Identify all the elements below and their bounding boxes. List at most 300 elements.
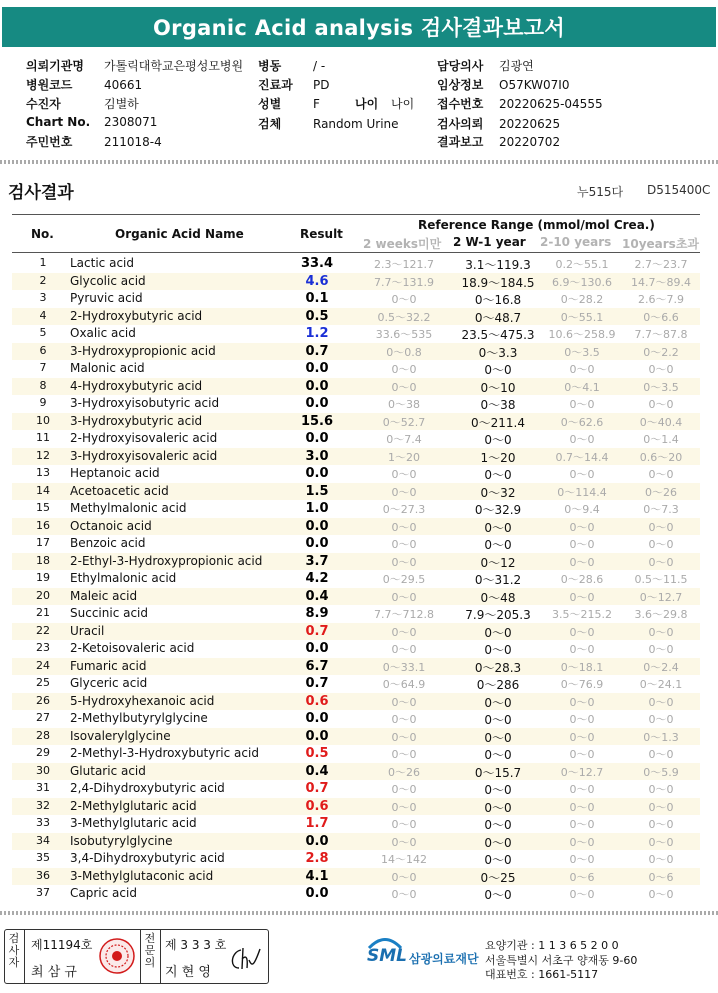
ref-range-2w-1y: 0～0	[484, 538, 512, 552]
acid-name: Isovalerylglycine	[70, 728, 171, 743]
result-value: 0.4	[305, 588, 329, 604]
acid-name: Malonic acid	[70, 361, 145, 375]
acid-name: Pyruvic acid	[70, 291, 143, 305]
col-header-age-4: 10years초과	[622, 237, 700, 251]
result-value: 0.0	[305, 431, 329, 446]
ref-range-10y-plus: 0～0	[648, 398, 674, 411]
ref-range-2w-1y: 0～32.9	[474, 503, 522, 517]
ref-range-2weeks: 33.6～535	[375, 328, 433, 341]
row-number: 20	[36, 588, 50, 602]
table-row	[12, 868, 700, 886]
ref-range-2weeks: 0～0.8	[386, 345, 422, 359]
ward-value: / -	[313, 59, 326, 73]
ref-range-2w-1y: 0～16.8	[474, 293, 522, 307]
acid-name: Isobutyrylglycine	[70, 833, 173, 848]
acid-name: Fumaric acid	[70, 658, 147, 673]
row-number: 21	[36, 606, 50, 619]
ref-range-10y-plus: 0～0	[648, 748, 674, 761]
row-number: 3	[39, 291, 47, 304]
tester-label: 검사자	[8, 932, 20, 969]
acid-name: 2-Methyl-3-Hydroxybutyric acid	[70, 746, 259, 760]
info-doctor	[437, 57, 534, 74]
ref-range-2w-1y: 0～10	[480, 380, 516, 395]
ref-range-2-10y: 0～0	[569, 643, 595, 656]
hospital-code-value: 40661	[104, 78, 143, 92]
table-header-bottom-line	[12, 252, 700, 253]
acid-name: Oxalic acid	[70, 326, 136, 340]
phone: 대표번호 : 1661-5117	[485, 968, 599, 981]
row-number: 5	[39, 326, 47, 339]
result-value: 0.0	[305, 361, 329, 376]
ref-range-2weeks: 0～0	[391, 888, 417, 901]
ref-range-2w-1y: 0～15.7	[474, 765, 522, 780]
ref-range-10y-plus: 0～7.3	[643, 503, 679, 516]
row-number: 15	[36, 501, 50, 514]
acid-name: Ethylmalonic acid	[70, 571, 177, 585]
ref-range-2w-1y: 0～0	[484, 695, 512, 710]
sign-divider-3	[160, 930, 161, 983]
ref-range-2weeks: 0～0	[391, 695, 417, 709]
acid-name: Glyceric acid	[70, 676, 148, 690]
ref-range-2-10y: 0～62.6	[560, 415, 604, 429]
acid-name: Glycolic acid	[70, 273, 146, 288]
ref-range-2-10y: 0～0	[569, 783, 595, 796]
row-number: 17	[36, 536, 50, 549]
table-row	[12, 815, 700, 833]
result-value: 6.7	[305, 658, 329, 674]
info-report	[437, 133, 560, 150]
ref-range-2-10y: 0～0	[569, 363, 595, 376]
recipient-value: 김별하	[104, 97, 139, 111]
acid-name: 2,4-Dihydroxybutyric acid	[70, 781, 225, 795]
ref-range-10y-plus: 0～0	[648, 853, 674, 866]
ref-range-10y-plus: 0～5.9	[643, 765, 679, 779]
ref-range-10y-plus: 0～40.4	[639, 415, 683, 429]
hospital-code-label: 병원코드	[26, 78, 73, 92]
ref-range-2weeks: 0～27.3	[382, 503, 426, 516]
report-value: 20220702	[499, 135, 561, 149]
table-row	[12, 273, 700, 291]
ref-range-2w-1y: 0～0	[484, 433, 512, 447]
results-table	[12, 255, 700, 903]
ref-range-2weeks: 0～0	[391, 380, 417, 394]
result-value: 0.7	[305, 676, 329, 691]
acid-name: 2-Ketoisovaleric acid	[70, 641, 195, 655]
institution-number: 요양기관 : 1 1 3 6 5 2 0 0	[485, 939, 619, 952]
table-row	[12, 833, 700, 851]
table-row	[12, 500, 700, 518]
result-value: 0.0	[305, 833, 329, 849]
result-value: 15.6	[300, 413, 334, 429]
acid-name: Uracil	[70, 623, 105, 638]
ref-range-2w-1y: 0～286	[476, 678, 520, 692]
ref-range-2w-1y: 0～0	[484, 468, 512, 482]
ref-range-10y-plus: 0～1.3	[643, 730, 679, 744]
acid-name: 2-Methylglutaric acid	[70, 798, 197, 813]
table-row	[12, 623, 700, 641]
info-sex	[258, 95, 414, 112]
table-header-top-line	[12, 214, 700, 215]
ref-range-2-10y: 3.5～215.2	[552, 608, 612, 621]
info-hospital-code	[26, 76, 142, 93]
ref-range-2weeks: 7.7～712.8	[374, 608, 434, 621]
ref-range-2w-1y: 0～0	[484, 835, 512, 850]
ref-range-10y-plus: 0～0	[648, 555, 674, 569]
result-value: 4.1	[305, 868, 329, 884]
clinical-value: O57KW07I0	[499, 78, 570, 92]
ref-range-2w-1y: 23.5～475.3	[461, 328, 535, 342]
row-number: 34	[36, 833, 50, 847]
row-number: 35	[36, 851, 50, 864]
doctor-value: 김광연	[499, 59, 534, 73]
result-value: 0.0	[305, 711, 329, 726]
info-specimen	[258, 115, 399, 132]
ref-range-2weeks: 1～20	[388, 450, 420, 464]
acid-name: Maleic acid	[70, 588, 138, 603]
request-value: 20220625	[499, 117, 561, 131]
ref-range-2-10y: 6.9～130.6	[552, 275, 612, 289]
receipt-label: 접수번호	[437, 97, 484, 111]
ref-range-2w-1y: 3.1～119.3	[465, 258, 531, 272]
ref-range-2weeks: 0～0	[391, 748, 417, 761]
info-receipt	[437, 95, 603, 112]
col-header-age-2: 2 W-1 year	[453, 235, 526, 249]
receipt-value: 20220625-04555	[499, 97, 603, 111]
ref-range-2w-1y: 0～48	[480, 590, 516, 605]
result-value: 1.5	[305, 483, 329, 499]
sign-divider-2	[140, 930, 141, 983]
ref-range-10y-plus: 0～0	[648, 538, 674, 551]
table-row	[12, 675, 700, 693]
ref-range-2w-1y: 0～3.3	[478, 345, 518, 360]
ref-range-10y-plus: 0～0	[648, 783, 674, 796]
ward-label: 병동	[258, 59, 282, 73]
ref-range-2-10y: 0～0	[569, 538, 595, 551]
ref-range-2-10y: 0～0	[569, 835, 595, 849]
id-value: 211018-4	[104, 135, 162, 149]
table-row	[12, 745, 700, 763]
specimen-value: Random Urine	[313, 117, 399, 131]
request-label: 검사의뢰	[437, 117, 484, 131]
table-row	[12, 343, 700, 361]
ref-range-2weeks: 0～0	[391, 783, 417, 796]
ref-range-10y-plus: 2.6～7.9	[638, 293, 684, 306]
ref-range-10y-plus: 0～1.4	[643, 433, 679, 446]
result-value: 0.0	[305, 466, 329, 481]
ref-range-2weeks: 0～33.1	[382, 660, 426, 674]
ref-range-2weeks: 0～0	[391, 468, 417, 481]
chart-label: Chart No.	[26, 115, 91, 129]
ref-range-2weeks: 0～0	[391, 293, 417, 306]
ref-range-2weeks: 14～142	[381, 853, 427, 866]
ref-range-2-10y: 0～0	[569, 468, 595, 481]
ref-range-2weeks: 0～0	[391, 730, 417, 744]
ref-range-2-10y: 0～0	[569, 398, 595, 411]
result-value: 3.0	[305, 448, 329, 464]
ref-range-2w-1y: 18.9～184.5	[461, 275, 535, 290]
ref-range-2weeks: 0～0	[391, 538, 417, 551]
ref-range-10y-plus: 0～3.5	[643, 380, 679, 394]
report-title: Organic Acid analysis 검사결과보고서	[2, 7, 716, 47]
ref-range-2-10y: 0～0	[569, 625, 595, 639]
ref-range-2w-1y: 0～0	[484, 713, 512, 727]
acid-name: 2-Methylbutyrylglycine	[70, 711, 208, 725]
ref-range-2weeks: 0～0	[391, 818, 417, 831]
ref-range-10y-plus: 0～0	[648, 695, 674, 709]
recipient-label: 수진자	[26, 97, 61, 111]
result-value: 0.0	[305, 518, 329, 534]
result-value: 0.1	[305, 291, 329, 306]
ref-range-10y-plus: 0～24.1	[639, 678, 683, 691]
ref-range-10y-plus: 0～2.2	[643, 345, 679, 359]
foundation-name: 삼광의료재단	[409, 952, 479, 966]
ref-range-2-10y: 0.2～55.1	[555, 258, 609, 271]
ref-range-2w-1y: 0～25	[480, 870, 516, 885]
row-number: 10	[36, 413, 50, 427]
ref-range-10y-plus: 0～6	[648, 870, 674, 884]
table-row	[12, 255, 700, 273]
ref-range-2w-1y: 0～0	[484, 783, 512, 797]
table-row	[12, 308, 700, 326]
table-row	[12, 360, 700, 378]
ref-range-2weeks: 0～52.7	[382, 415, 426, 429]
ref-range-2-10y: 0～0	[569, 713, 595, 726]
acid-name: 2-Hydroxyisovaleric acid	[70, 431, 218, 445]
ref-range-2-10y: 0～0	[569, 888, 595, 901]
result-value: 0.0	[305, 536, 329, 551]
result-value: 8.9	[305, 606, 329, 621]
acid-name: 3-Hydroxypropionic acid	[70, 343, 216, 358]
ref-range-10y-plus: 0～0	[648, 818, 674, 831]
table-row	[12, 378, 700, 396]
row-number: 29	[36, 746, 50, 759]
chart-value: 2308071	[104, 115, 158, 129]
ref-range-2weeks: 7.7～131.9	[374, 275, 434, 289]
acid-name: Octanoic acid	[70, 518, 152, 533]
table-row	[12, 483, 700, 501]
ref-range-2weeks: 0～29.5	[382, 573, 426, 586]
tester-name: 최 삼 규	[31, 965, 77, 980]
row-number: 18	[36, 553, 50, 567]
row-number: 12	[36, 448, 50, 462]
ref-range-2-10y: 0～55.1	[560, 310, 604, 324]
ref-range-2weeks: 0～26	[388, 765, 420, 779]
id-label: 주민번호	[26, 135, 73, 149]
acid-name: Glutaric acid	[70, 763, 146, 778]
section-code-2: D515400C	[647, 183, 711, 197]
ref-range-2weeks: 0.5～32.2	[377, 310, 431, 324]
col-header-age-3: 2-10 years	[540, 235, 612, 249]
specialist-name: 지 현 영	[165, 965, 211, 980]
ref-range-2w-1y: 0～0	[484, 888, 512, 902]
ref-range-10y-plus: 0～6.6	[643, 310, 679, 324]
tester-seal-icon	[97, 936, 137, 976]
ref-range-2weeks: 0～0	[391, 713, 417, 726]
ref-range-2-10y: 0～12.7	[560, 765, 604, 779]
ref-range-2weeks: 0～0	[391, 835, 417, 849]
ref-range-2-10y: 0～0	[569, 695, 595, 709]
ref-range-2-10y: 0～18.1	[560, 660, 604, 674]
ref-range-10y-plus: 0～0	[648, 713, 674, 726]
ref-range-2w-1y: 0～48.7	[474, 310, 522, 325]
result-value: 1.2	[305, 326, 329, 341]
ref-range-2-10y: 0～0	[569, 520, 595, 534]
ref-range-10y-plus: 7.7～87.8	[634, 328, 688, 341]
row-number: 6	[39, 343, 47, 357]
sign-divider-1	[24, 930, 25, 983]
table-row	[12, 710, 700, 728]
table-row	[12, 885, 700, 903]
ref-range-10y-plus: 2.7～23.7	[634, 258, 688, 271]
row-number: 11	[36, 431, 50, 444]
col-header-age-1: 2 weeks미만	[363, 237, 442, 251]
acid-name: 2-Hydroxybutyric acid	[70, 308, 203, 323]
result-value: 3.7	[305, 553, 329, 569]
info-id	[26, 133, 162, 150]
result-value: 4.2	[305, 571, 329, 586]
ref-range-2-10y: 0～114.4	[557, 485, 607, 499]
acid-name: 5-Hydroxyhexanoic acid	[70, 693, 215, 708]
ref-range-10y-plus: 0～0	[648, 643, 674, 656]
ref-range-10y-plus: 0～0	[648, 888, 674, 901]
ref-range-2w-1y: 0～28.3	[474, 660, 522, 675]
ref-range-2weeks: 0～0	[391, 643, 417, 656]
ref-range-2weeks: 0～0	[391, 870, 417, 884]
ref-range-10y-plus: 0～26	[645, 485, 677, 499]
ref-range-2-10y: 0～3.5	[564, 345, 600, 359]
ref-range-2w-1y: 0～0	[484, 363, 512, 377]
tester-number: 제11194호	[31, 938, 93, 952]
info-chart	[26, 115, 157, 129]
result-value: 0.0	[305, 378, 329, 394]
table-row	[12, 553, 700, 571]
ref-range-2weeks: 0～0	[391, 520, 417, 534]
result-value: 0.6	[305, 798, 329, 814]
acid-name: Benzoic acid	[70, 536, 146, 550]
sex-label: 성별	[258, 97, 282, 111]
divider-bottom	[0, 911, 718, 915]
ref-range-2-10y: 0～0	[569, 555, 595, 569]
result-value: 33.4	[300, 256, 334, 271]
table-row	[12, 850, 700, 868]
ref-range-10y-plus: 0～0	[648, 800, 674, 814]
result-value: 0.0	[305, 886, 329, 901]
acid-name: 4-Hydroxybutyric acid	[70, 378, 203, 393]
ref-range-2weeks: 0～0	[391, 590, 417, 604]
dept-value: PD	[313, 78, 330, 92]
ref-range-2-10y: 0～0	[569, 800, 595, 814]
table-row	[12, 763, 700, 781]
ref-range-2w-1y: 0～0	[484, 853, 512, 867]
ref-range-2-10y: 0～9.4	[564, 503, 600, 516]
row-number: 24	[36, 658, 50, 672]
result-value: 0.0	[305, 728, 329, 744]
row-number: 16	[36, 518, 50, 532]
row-number: 19	[36, 571, 50, 584]
ref-range-2-10y: 0～76.9	[560, 678, 604, 691]
table-row	[12, 413, 700, 431]
table-row	[12, 728, 700, 746]
row-number: 27	[36, 711, 50, 724]
age-label: 나이	[355, 97, 379, 111]
ref-range-2-10y: 0～0	[569, 730, 595, 744]
row-number: 1	[39, 256, 47, 269]
col-header-result: Result	[300, 227, 343, 241]
ref-range-2weeks: 0～0	[391, 363, 417, 376]
result-value: 0.7	[305, 781, 329, 796]
ref-range-2w-1y: 1～20	[480, 450, 516, 465]
ref-range-2-10y: 0～28.6	[560, 573, 604, 586]
info-dept	[258, 76, 329, 93]
ref-range-2w-1y: 0～0	[484, 643, 512, 657]
table-row	[12, 780, 700, 798]
result-value: 0.5	[305, 308, 329, 324]
ref-range-10y-plus: 0～2.4	[643, 660, 679, 674]
table-row	[12, 518, 700, 536]
acid-name: Methylmalonic acid	[70, 501, 187, 515]
result-value: 4.6	[305, 273, 329, 289]
row-number: 8	[39, 378, 47, 392]
row-number: 9	[39, 396, 47, 409]
acid-name: Capric acid	[70, 886, 137, 900]
row-number: 22	[36, 623, 50, 637]
result-value: 2.8	[305, 851, 329, 866]
info-clinical	[437, 76, 569, 93]
row-number: 2	[39, 273, 47, 287]
result-value: 1.7	[305, 816, 329, 831]
table-row	[12, 448, 700, 466]
table-row	[12, 693, 700, 711]
section-title: 검사결과	[8, 183, 74, 203]
ref-range-10y-plus: 0～0	[648, 363, 674, 376]
acid-name: 2-Ethyl-3-Hydroxypropionic acid	[70, 553, 263, 568]
row-number: 32	[36, 798, 50, 812]
ref-range-2w-1y: 0～0	[484, 800, 512, 815]
row-number: 30	[36, 763, 50, 777]
dept-label: 진료과	[258, 78, 293, 92]
ref-range-2w-1y: 0～32	[480, 485, 516, 500]
row-number: 28	[36, 728, 50, 742]
ref-range-10y-plus: 0～12.7	[639, 590, 683, 604]
acid-name: 3-Hydroxyisobutyric acid	[70, 396, 220, 410]
row-number: 4	[39, 308, 47, 322]
ref-range-2weeks: 0～0	[391, 800, 417, 814]
ref-range-10y-plus: 0～0	[648, 468, 674, 481]
acid-name: 3,4-Dihydroxybutyric acid	[70, 851, 225, 865]
ref-range-2weeks: 0～0	[391, 625, 417, 639]
col-header-no: No.	[31, 227, 54, 241]
table-row	[12, 570, 700, 588]
ref-range-2weeks: 0～64.9	[382, 678, 426, 691]
row-number: 36	[36, 868, 50, 882]
ref-range-10y-plus: 3.6～29.8	[634, 608, 688, 621]
ref-range-2w-1y: 0～12	[480, 555, 516, 570]
divider-top	[0, 160, 718, 164]
result-value: 0.0	[305, 641, 329, 656]
row-number: 7	[39, 361, 47, 374]
info-recipient	[26, 95, 139, 112]
ref-range-10y-plus: 14.7～89.4	[631, 275, 691, 289]
institution-label: 의뢰기관명	[26, 59, 84, 73]
info-ward	[258, 57, 325, 74]
ref-range-2w-1y: 0～0	[484, 748, 512, 762]
row-number: 13	[36, 466, 50, 479]
ref-range-2-10y: 0～0	[569, 590, 595, 604]
ref-range-2weeks: 0～38	[388, 398, 420, 411]
row-number: 14	[36, 483, 50, 497]
ref-range-2w-1y: 0～31.2	[474, 573, 522, 587]
table-row	[12, 430, 700, 448]
